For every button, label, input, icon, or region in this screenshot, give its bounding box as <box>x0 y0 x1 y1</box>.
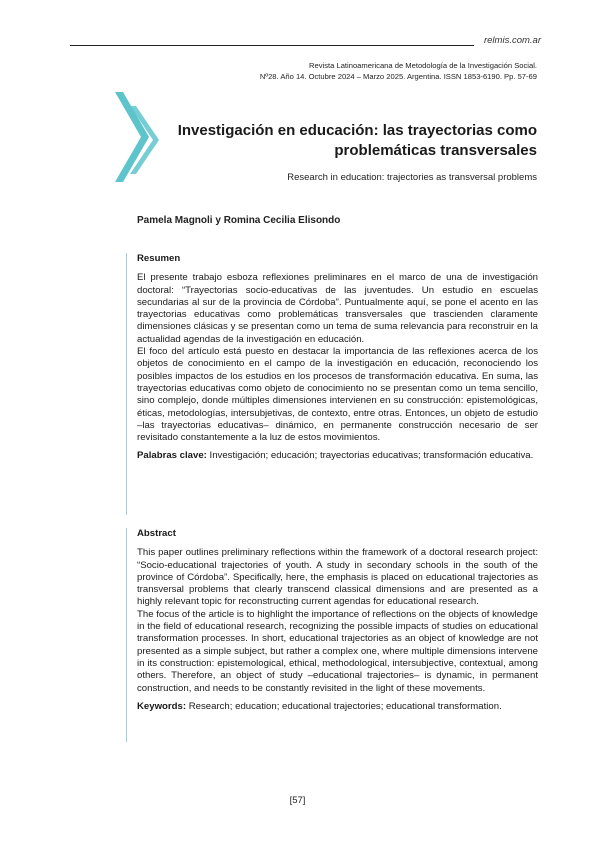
abstract-side-bar <box>126 528 127 742</box>
journal-website[interactable]: relmis.com.ar <box>483 35 541 46</box>
abstract-section <box>137 528 538 713</box>
double-chevron-icon <box>115 92 165 182</box>
resumen-paragraph-1: El presente trabajo esboza reflexiones preliminares en el marco de una de investigación doctoral: “Trayectorias socio-educativas de las juventudes. Un estudio en escuelas secundarias al sur de la provincia de Córdoba”. Puntualmente aquí, se pone el acento en las trayectorias educativas como problemáticas transversales que trascienden claramente dimensiones clásicas y se presentan como un tema de suma relevancia para reconstruir en la actualidad agendas de la investigación en educación. <box>137 272 538 345</box>
keywords-text: Investigación; educación; trayectorias educativas; transformación educativa. <box>206 450 534 462</box>
title-line-2: problemáticas transversales <box>334 142 537 159</box>
abstract-keywords <box>137 701 538 713</box>
page-number: [57] <box>289 795 306 806</box>
article-authors: Pamela Magnoli y Romina Cecilia Elisondo <box>137 215 341 226</box>
journal-issue: Nº28. Año 14. Octubre 2024 – Marzo 2025. Argentina. ISSN 1853-6190. Pp. 57-69 <box>259 72 537 81</box>
keywords-text: Research; education; educational trajectories; educational transformation. <box>186 700 502 712</box>
keywords-label: Keywords: <box>137 700 187 712</box>
header-rule <box>70 45 474 46</box>
resumen-section <box>137 253 538 463</box>
resumen-side-bar <box>126 253 127 515</box>
journal-info <box>260 60 537 82</box>
resumen-heading: Resumen <box>137 253 181 264</box>
article-title <box>177 121 537 161</box>
article-subtitle: Research in education: trajectories as transversal problems <box>287 172 537 183</box>
abstract-heading: Abstract <box>137 528 176 539</box>
resumen-paragraph-2: El foco del artículo está puesto en destacar la importancia de las reflexiones acerca de los objetos de conocimiento en el campo de la investigación en educación, reconociendo los posibles impactos de los estudios en los procesos de transformación educativa. En suma, las trayectorias educativas como objeto de conocimiento no se presentan como un tema sencillo, sino complejo, donde múltiples dimensiones intervienen en su construcción: epistemológicas, éticas, metodologías, intersubjetivas, de contexto, entre otras. Entonces, un objeto de estudio –las trayectorias educativas– dinámico, en permanente construcción necesario de ser revisitado constantemente a la luz de estos movimientos. <box>137 346 538 444</box>
keywords-label: Palabras clave: <box>137 450 207 462</box>
abstract-paragraph-1: This paper outlines preliminary reflections within the framework of a doctoral research project: “Socio-educational trajectories of youth. A study in secondary schools in the south of the province of Córdoba”. Specifically, here, the emphasis is placed on educational trajectories as transversal problems that clearly transcend classical dimensions and are presented as a highly relevant topic for reconstructing current agendas for educational research. <box>137 547 538 608</box>
journal-name: Revista Latinoamericana de Metodología de la Investigación Social. <box>309 61 537 70</box>
title-line-1: Investigación en educación: las trayectorias como <box>177 122 537 139</box>
abstract-paragraph-2: The focus of the article is to highlight the importance of reflections on the objects of knowledge in the field of educational research, recognizing the possible impacts of studies on educational transformation processes. In short, educational trajectories as an object of knowledge are not presented as a simple subject, but rather a complex one, where multiple dimensions intervene in its construction: epistemological, ethical, methodological, intersubjective, contextual, among others. Therefore, an object of study –educational trajectories– is dynamic, in permanent construction, and needs to be constantly revisited in the light of these movements. <box>137 608 538 694</box>
resumen-keywords <box>137 450 538 462</box>
